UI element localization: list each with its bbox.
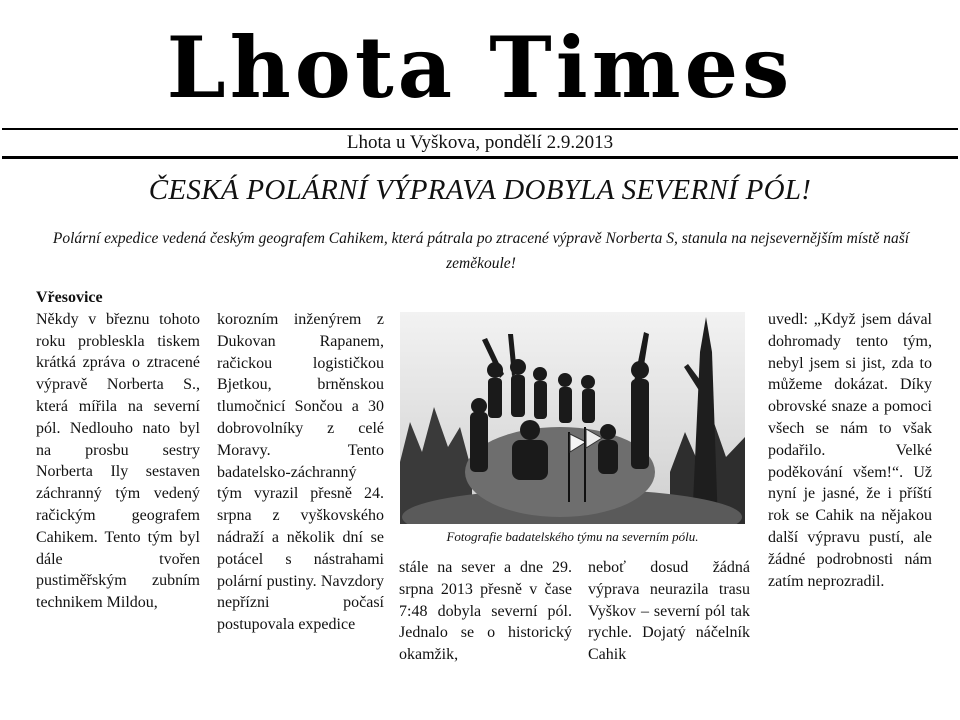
article-column-4: neboť dosud žádná výprava neurazila trasu Vyškov – severní pól tak rychle. Dojatý náčelník Cahik: [588, 559, 750, 664]
article-column-5: uvedl: „Když jsem dával dohromady tento tým, nebyl jsem si jist, zda to můžeme dokázat. Díky obrovské snaze a pomoci všech se nám to však podařilo. Velké poděkování všem!“. Už nyní je jasné, že i příští rok se Cahik na nějakou další výpravu pustí, ale žádné podrobnosti nám zatím neprozradil.: [768, 311, 932, 590]
headline: ČESKÁ POLÁRNÍ VÝPRAVA DOBYLA SEVERNÍ PÓL!: [148, 174, 812, 206]
masthead-title: Lhota Times: [166, 18, 794, 117]
photo-caption: Fotografie badatelského týmu na severním pólu.: [446, 529, 699, 544]
dateline: Lhota u Vyškova, pondělí 2.9.2013: [346, 132, 614, 153]
article-location-heading: Vřesovice: [36, 289, 103, 306]
article-column-3: stále na sever a dne 29. srpna 2013 přesně v čase 7:48 dobyla severní pól. Jednalo se o historický okamžik,: [399, 559, 572, 664]
team-photo: [400, 312, 745, 524]
lede: Polární expedice vedená českým geografem Cahikem, která pátrala po ztracené výpravě Norberta S, stanula na nejsevernějším místě naší zeměkoule!: [52, 230, 910, 272]
article-column-1: [36, 287, 200, 614]
article-column-2: korozním inženýrem z Dukovan Rapanem, račickou logističkou Bjetkou, brněnskou tlumočnicí Sončou a 30 dobrovolníky z celé Moravy. Tento badatelsko-záchranný tým vyrazil přesně 24. srpna z vyškovského nádraží a několik dní se potácel s nástrahami polární pustiny. Navzdory nepřízni počasí postupovala expedice: [217, 311, 384, 634]
masthead-rule-bottom: [2, 156, 958, 159]
article-column-1-text: Někdy v březnu tohoto roku probleskla tiskem krátká zpráva o ztracené výpravě Norberta S., která mířila na severní pól. Nedlouho nato byl na prosbu sestry Norberta Ily sestaven záchranný tým vedený račickým geografem Cahikem. Tento tým byl dále tvořen pustiměřským zubním technikem Mildou,: [36, 310, 200, 612]
